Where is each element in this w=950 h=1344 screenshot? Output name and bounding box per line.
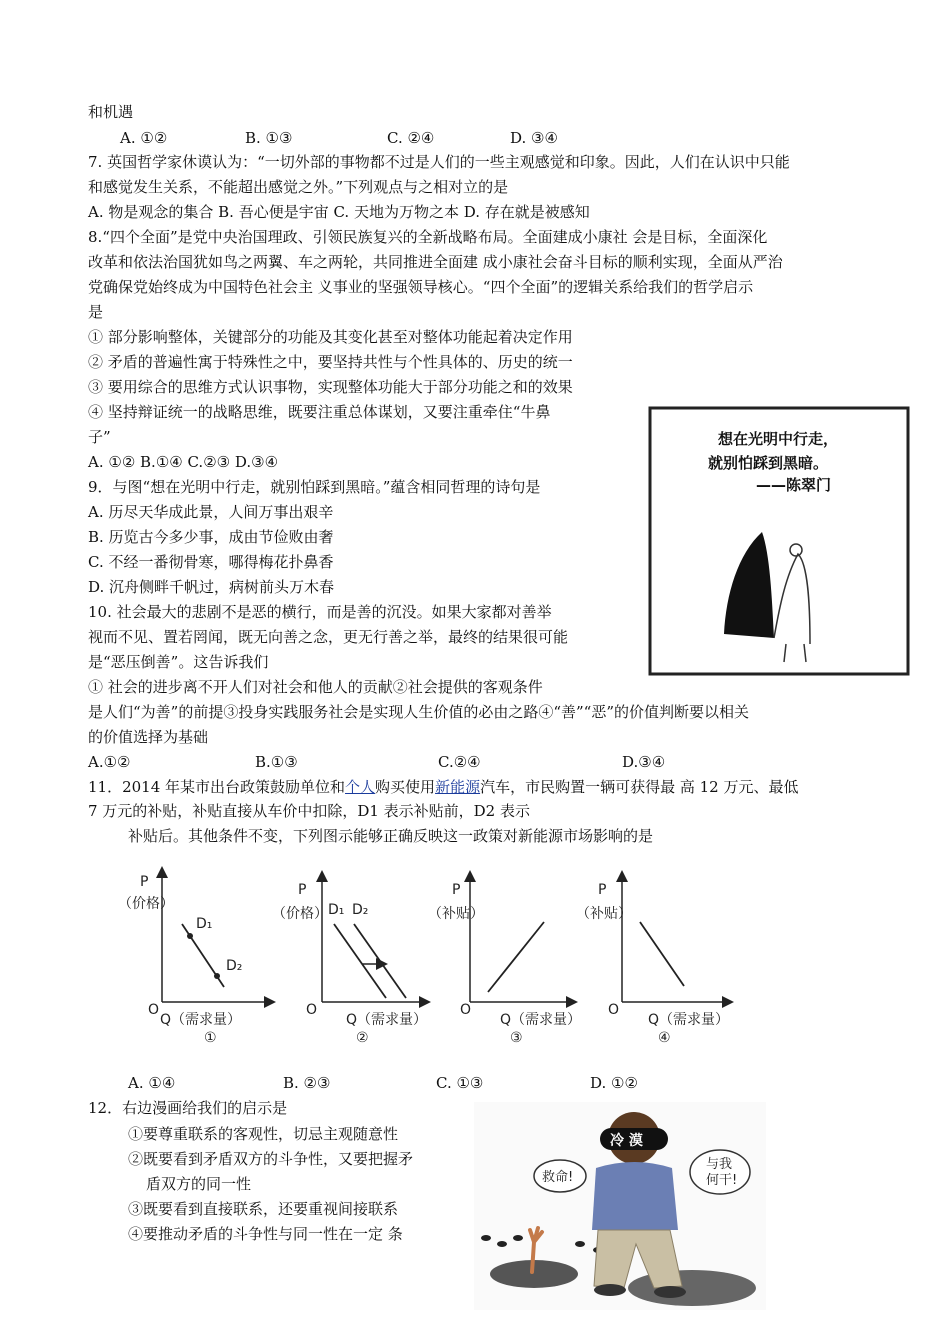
q10-line2: 视而不见、置若罔闻，既无向善之念，更无行善之举，最终的结果很可能	[88, 628, 569, 646]
g3-curve	[488, 922, 544, 992]
q9-option-b: B. 历览古今多少事，成由节俭败由奢	[88, 528, 334, 546]
g4-number: ④	[658, 1030, 671, 1046]
q12-statement-4: ④要推动矛盾的斗争性与同一性在一定 条	[128, 1225, 403, 1243]
q8-statement-4: ④ 坚持辩证统一的战略思维，既要注重总体谋划，又要注重牵住“牛鼻	[88, 403, 551, 421]
g2-q-label: Q（需求量）	[346, 1012, 428, 1028]
graph-4	[576, 876, 729, 1046]
q10-option-d: D.③④	[622, 753, 666, 771]
man-shirt	[592, 1162, 678, 1230]
q7-line1: 7. 英国哲学家休谟认为：“一切外部的事物都不过是人们的一些主观感觉和印象。因此，人们在认识中只能	[88, 153, 790, 171]
q8-line4: 是	[88, 303, 104, 321]
q11-option-b: B. ②③	[283, 1074, 331, 1092]
q8-line2: 改革和依法治国犹如鸟之两翼、车之两轮，共同推进全面建 成小康社会奋斗目标的顺利实现，全面从严治	[88, 253, 783, 271]
g4-origin: O	[608, 1002, 620, 1018]
g2-number: ②	[356, 1030, 369, 1046]
g1-point-d2	[214, 973, 220, 979]
q6-option-c: C. ②④	[387, 129, 435, 147]
reply-text-1: 与我	[706, 1157, 733, 1172]
cartoon-light-dark	[646, 404, 912, 684]
graph-1	[118, 872, 270, 1046]
g1-origin: O	[148, 1002, 160, 1018]
q10-option-a: A.①②	[88, 753, 131, 771]
g1-p-label: P	[140, 874, 149, 890]
q8-statement-2: ② 矛盾的普遍性寓于特殊性之中，要坚持共性与个性具体的、历史的统一	[88, 353, 573, 371]
q6-option-b: B. ①③	[245, 129, 293, 147]
q11-text-c: 汽车，市民购置一辆可获得最 高 12 万元、最低	[480, 778, 799, 796]
cartoon1-line1: 想在光明中行走，	[718, 430, 839, 448]
link-xin-neng-yuan[interactable]: 新能源	[435, 778, 481, 796]
q12-stem: 12．右边漫画给我们的启示是	[88, 1099, 288, 1117]
q9-option-a: A. 历尽天华成此景，人间万事出艰辛	[88, 503, 334, 521]
q9-option-c: C. 不经一番彻骨寒，哪得梅花扑鼻香	[88, 553, 334, 571]
g1-d1-label: D₁	[196, 916, 213, 932]
q11-option-c: C. ①③	[436, 1074, 484, 1092]
q11-text-a: 11．2014 年某市出台政策鼓励单位和	[88, 778, 346, 796]
cartoon1-line2: 就别怕踩到黑暗。	[708, 454, 829, 472]
q8-options: A. ①② B.①④ C.②③ D.③④	[88, 453, 279, 471]
q11-option-d: D. ①②	[590, 1074, 638, 1092]
g2-d1-label: D₁	[328, 902, 345, 918]
graph-3	[428, 876, 581, 1046]
q12-statement-1: ①要尊重联系的客观性，切忌主观随意性	[128, 1125, 399, 1143]
g3-origin: O	[460, 1002, 472, 1018]
g3-p-label: P	[452, 882, 461, 898]
cartoon-indifference	[474, 1102, 766, 1310]
q11-line3: 补贴后。其他条件不变，下列图示能够正确反映这一政策对新能源市场影响的是	[128, 827, 654, 845]
q10-line1: 10. 社会最大的悲剧不是恶的横行，而是善的沉没。如果大家都对善举	[88, 603, 552, 621]
q12-statement-2b: 盾双方的同一性	[146, 1175, 252, 1193]
hole-right	[628, 1270, 756, 1306]
demand-graphs	[100, 862, 740, 1052]
q11-text-b: 购买使用	[375, 778, 436, 796]
g2-p-label: P	[298, 882, 307, 898]
q10-line3: 是“恶压倒善”。这告诉我们	[88, 653, 269, 671]
q12-statement-3: ③既要看到直接联系，还要重视间接联系	[128, 1200, 399, 1218]
g1-price-label: （价格）	[118, 896, 174, 912]
g2-curve-d2	[354, 924, 406, 998]
cartoon1-author: ——陈翠门	[756, 476, 832, 494]
g1-d2-label: D₂	[226, 958, 243, 974]
g2-origin: O	[306, 1002, 318, 1018]
g2-d2-label: D₂	[352, 902, 369, 918]
q6-tail: 和机遇	[88, 103, 134, 121]
q8-line3: 党确保党始终成为中国特色社会主 义事业的坚强领导核心。“四个全面”的逻辑关系给我们的哲学启示	[88, 278, 754, 296]
q8-line1: 8.“四个全面”是党中央治国理政、引领民族复兴的全新战略布局。全面建成小康社 会是目标，全面深化	[88, 228, 768, 246]
q7-line2: 和感觉发生关系，不能超出感觉之外。”下列观点与之相对立的是	[88, 178, 509, 196]
g4-subsidy-label: （补贴）	[576, 906, 632, 922]
shoe-left	[594, 1284, 626, 1296]
q9-option-d: D. 沉舟侧畔千帆过，病树前头万木春	[88, 578, 335, 596]
g4-curve	[640, 922, 684, 986]
graph-2	[272, 876, 427, 1046]
q9-stem: 9．与图“想在光明中行走，就别怕踩到黑暗。”蕴含相同哲理的诗句是	[88, 478, 541, 496]
g1-point-d1	[187, 933, 193, 939]
q6-option-a: A. ①②	[120, 129, 168, 147]
g3-subsidy-label: （补贴）	[428, 906, 484, 922]
help-text: 救命!	[542, 1170, 574, 1185]
glasses-text: 冷 漠	[610, 1133, 643, 1149]
q11-line2: 7 万元的补贴，补贴直接从车价中扣除，D1 表示补贴前，D2 表示	[88, 802, 530, 820]
q11-line1	[88, 777, 798, 797]
g1-number: ①	[204, 1030, 217, 1046]
g2-price-label: （价格）	[272, 906, 328, 922]
q8-statement-3: ③ 要用综合的思维方式认识事物，实现整体功能大于部分功能之和的效果	[88, 378, 573, 396]
q10-option-b: B.①③	[255, 753, 298, 771]
g2-curve-d1	[334, 924, 386, 998]
g1-q-label: Q（需求量）	[160, 1012, 242, 1028]
q10-line4: ① 社会的进步离不开人们对社会和他人的贡献②社会提供的客观条件	[88, 678, 543, 696]
q6-option-d: D. ③④	[510, 129, 558, 147]
q10-line6: 的价值选择为基础	[88, 728, 209, 746]
q8-statement-1: ① 部分影响整体，关键部分的功能及其变化甚至对整体功能起着决定作用	[88, 328, 573, 346]
q11-option-a: A. ①④	[128, 1074, 176, 1092]
q8-statement-4b: 子”	[88, 428, 111, 446]
g4-q-label: Q（需求量）	[648, 1012, 730, 1028]
link-ge-ren[interactable]: 个人	[345, 778, 376, 796]
g4-p-label: P	[598, 882, 607, 898]
shoe-right	[654, 1286, 686, 1298]
q7-options: A. 物是观念的集合 B. 吾心便是宇宙 C. 天地为万物之本 D. 存在就是被感知	[88, 203, 590, 221]
q12-statement-2: ②既要看到矛盾双方的斗争性，又要把握矛	[128, 1150, 414, 1168]
g3-q-label: Q（需求量）	[500, 1012, 582, 1028]
q10-line5: 是人们“为善”的前提③投身实践服务社会是实现人生价值的必由之路④“善”“恶”的价值判断要以相关	[88, 703, 750, 721]
reply-text-2: 何干!	[706, 1173, 738, 1188]
g3-number: ③	[510, 1030, 523, 1046]
q10-option-c: C.②④	[438, 753, 481, 771]
